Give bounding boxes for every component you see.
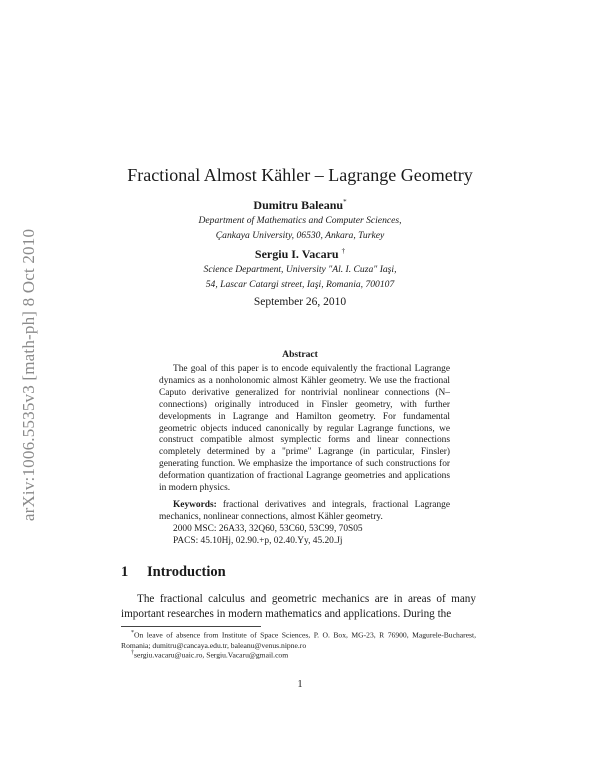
author-1-affiliation-line-2: Çankaya University, 06530, Ankara, Turkey bbox=[215, 230, 385, 241]
pacs-codes: PACS: 45.10Hj, 02.90.+p, 02.40.Yy, 45.20.Jj bbox=[173, 536, 343, 546]
arxiv-sidebar-stamp bbox=[8, 190, 50, 560]
arxiv-identifier: arXiv:1006.5535v3 [math-ph] 8 Oct 2010 bbox=[19, 228, 38, 522]
paper-title: Fractional Almost Kähler – Lagrange Geometry bbox=[127, 165, 473, 185]
paper-date: September 26, 2010 bbox=[253, 296, 347, 308]
author-2-affiliation-line-1: Science Department, University "Al. I. Cuza" Iaşi, bbox=[203, 264, 397, 275]
author-1-affiliation-line-1: Department of Mathematics and Computer Sciences, bbox=[198, 215, 402, 226]
section-number: 1 bbox=[121, 564, 129, 580]
author-2 bbox=[0, 247, 600, 262]
keywords bbox=[159, 500, 450, 524]
section-title: Introduction bbox=[147, 564, 226, 580]
page-number: 1 bbox=[297, 679, 303, 690]
author-1-mark: * bbox=[343, 198, 347, 206]
msc-codes: 2000 MSC: 26A33, 32Q60, 53C60, 53C99, 70S05 bbox=[173, 524, 363, 534]
footnote-rule bbox=[121, 626, 261, 627]
abstract-heading: Abstract bbox=[282, 349, 318, 360]
section-heading bbox=[121, 564, 226, 581]
keywords-text: fractional derivatives and integrals, fractional Lagrange mechanics, nonlinear connections, almost Kähler geometry. bbox=[159, 500, 450, 522]
author-2-mark: † bbox=[341, 247, 346, 255]
footnote-2-mark: † bbox=[131, 650, 134, 656]
footnote-1-text: On leave of absence from Institute of Space Sciences, P. O. Box, MG-23, R 76900, Magurele-Bucharest, Romania; dumitru@cancaya.edu.tr, baleanu@venus.nipne.ro bbox=[121, 630, 476, 650]
footnote-2 bbox=[121, 648, 476, 661]
author-1 bbox=[0, 198, 600, 213]
author-1-name: Dumitru Baleanu bbox=[253, 198, 344, 212]
author-2-name: Sergiu I. Vacaru bbox=[254, 247, 339, 261]
section-body-text: The fractional calculus and geometric mechanics are in areas of many important researches in modern mathematics and applications. During the bbox=[121, 593, 476, 620]
author-2-affiliation-line-2: 54, Lascar Catargi street, Iaşi, Romania, 700107 bbox=[205, 279, 395, 290]
footnote-1-mark: * bbox=[131, 630, 134, 636]
footnote-2-text: sergiu.vacaru@uaic.ro, Sergiu.Vacaru@gmail.com bbox=[134, 650, 289, 660]
keywords-label: Keywords: bbox=[173, 500, 217, 510]
abstract-text: The goal of this paper is to encode equivalently the fractional Lagrange dynamics as a nonholonomic almost Kähler geometry. We use the fractional Caputo derivative generalized for nontrivial nonlinear connections (N–connections) originally introduced in Finsler geometry, with further developments in Lagrange and Hamilton geometry. For fundamental geometric objects induced canonically by regular Lagrange functions, we construct compatible almost symplectic forms and linear connections completely determined by a "prime" Lagrange (in particular, Finsler) generating function. We emphasize the importance of such constructions for deformation quantization of fractional Lagrange geometries and applications in modern physics. bbox=[159, 364, 450, 494]
